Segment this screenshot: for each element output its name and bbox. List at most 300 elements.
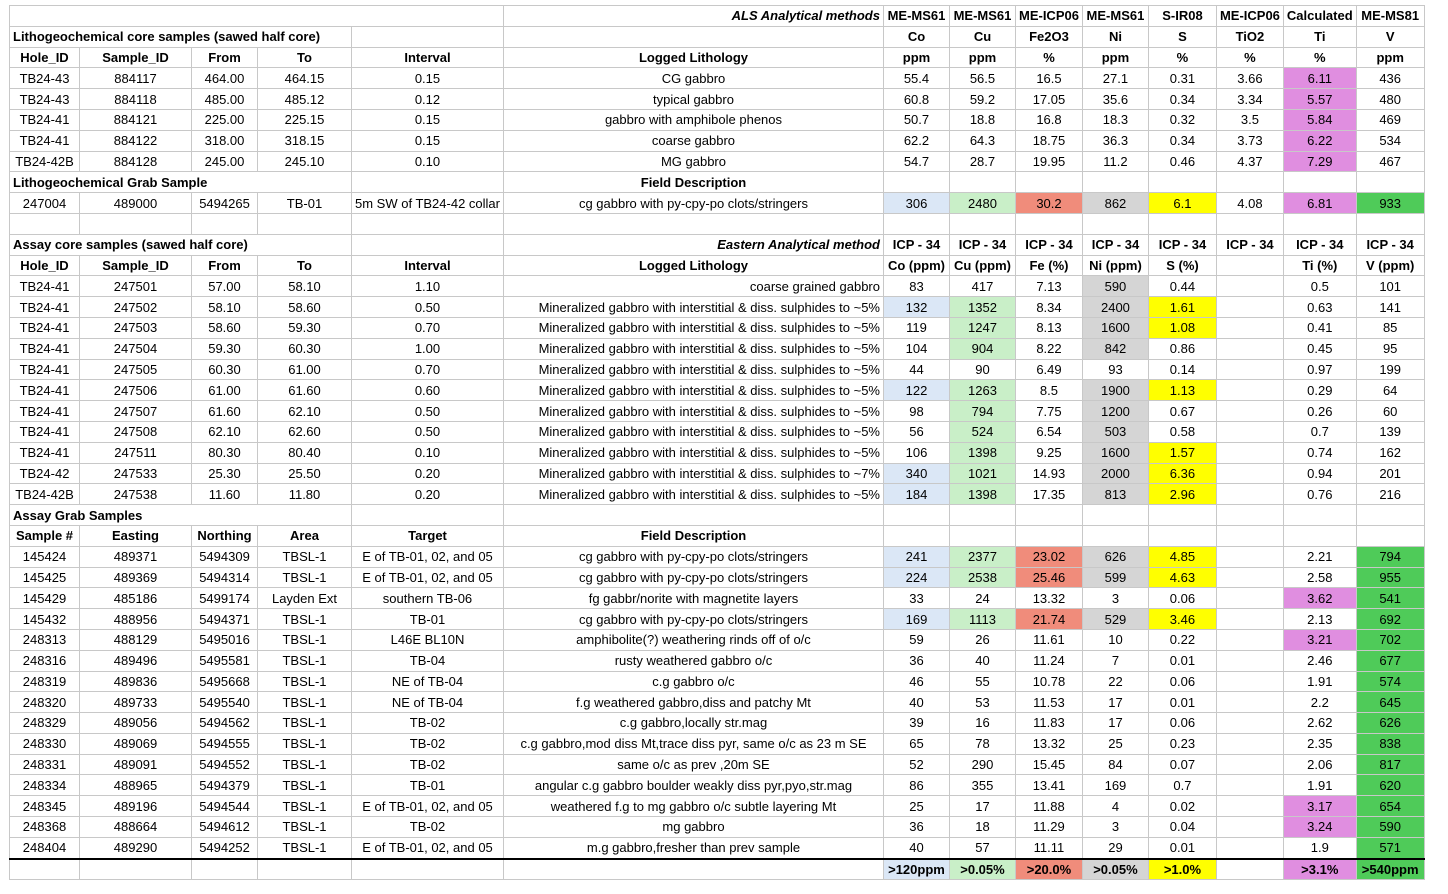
co-value-cell[interactable]: 169 [883,609,949,630]
element-header-cell[interactable]: Cu [949,26,1015,47]
data-cell[interactable]: TB24-41 [10,317,80,338]
v-value-cell[interactable]: 162 [1356,442,1424,463]
data-cell[interactable]: 58.10 [258,276,352,297]
ti-value-cell[interactable]: 0.76 [1283,484,1356,505]
data-cell[interactable]: 489290 [80,837,192,858]
ti-value-cell[interactable]: 7.29 [1283,151,1356,172]
ti-oxide-value-cell[interactable] [1216,276,1283,297]
data-cell[interactable]: Mineralized gabbro with interstitial & diss. sulphides to ~5% [503,484,883,505]
column-header[interactable]: Hole_ID [10,47,80,68]
data-cell[interactable]: 248320 [10,692,80,713]
data-cell[interactable]: 884117 [80,68,192,89]
ni-value-cell[interactable]: 1900 [1082,380,1148,401]
co-value-cell[interactable]: 106 [883,442,949,463]
unit-header-cell[interactable]: Co (ppm) [883,255,949,276]
fe-value-cell[interactable]: 16.8 [1015,109,1082,130]
data-cell[interactable]: 248316 [10,650,80,671]
data-cell[interactable]: 247504 [80,338,192,359]
data-cell[interactable]: 0.15 [352,130,504,151]
data-cell[interactable]: 0.50 [352,421,504,442]
data-cell[interactable]: 0.60 [352,380,504,401]
section-title[interactable]: Assay core samples (sawed half core) [10,234,352,255]
fe-value-cell[interactable]: 10.78 [1015,671,1082,692]
data-cell[interactable]: TB-01 [352,775,504,796]
data-cell[interactable]: 5495581 [192,650,258,671]
ti-value-cell[interactable]: 0.5 [1283,276,1356,297]
ti-oxide-value-cell[interactable]: 3.34 [1216,89,1283,110]
data-cell[interactable]: 5494265 [192,193,258,214]
ni-value-cell[interactable]: 27.1 [1082,68,1148,89]
ti-oxide-value-cell[interactable] [1216,567,1283,588]
data-cell[interactable]: 485.00 [192,89,258,110]
s-value-cell[interactable]: 0.23 [1148,733,1216,754]
data-cell[interactable]: fg gabbr/norite with magnetite layers [503,588,883,609]
data-cell[interactable]: 5495668 [192,671,258,692]
ni-value-cell[interactable]: 17 [1082,713,1148,734]
s-value-cell[interactable]: 0.7 [1148,775,1216,796]
ni-value-cell[interactable]: 22 [1082,671,1148,692]
data-cell[interactable]: TB24-42B [10,484,80,505]
ti-oxide-value-cell[interactable] [1216,733,1283,754]
blank-cell[interactable] [949,172,1015,193]
data-cell[interactable]: 884121 [80,109,192,130]
method-title[interactable]: Eastern Analytical method [503,234,883,255]
blank-cell[interactable] [1356,172,1424,193]
co-value-cell[interactable]: 119 [883,317,949,338]
v-value-cell[interactable]: 817 [1356,754,1424,775]
data-cell[interactable]: TB24-41 [10,297,80,318]
s-value-cell[interactable]: 0.34 [1148,89,1216,110]
data-cell[interactable]: 145429 [10,588,80,609]
cu-value-cell[interactable]: 24 [949,588,1015,609]
ni-value-cell[interactable]: 842 [1082,338,1148,359]
data-cell[interactable]: 5494371 [192,609,258,630]
ti-value-cell[interactable]: 5.84 [1283,109,1356,130]
data-cell[interactable]: 5494552 [192,754,258,775]
methods-title[interactable]: ALS Analytical methods [503,6,883,27]
blank-cell[interactable] [352,859,504,880]
data-cell[interactable]: 489069 [80,733,192,754]
ti-value-cell[interactable]: 2.46 [1283,650,1356,671]
ni-value-cell[interactable]: 1200 [1082,401,1148,422]
ti-oxide-value-cell[interactable] [1216,421,1283,442]
cu-value-cell[interactable]: 53 [949,692,1015,713]
ni-value-cell[interactable]: 36.3 [1082,130,1148,151]
blank-cell[interactable] [352,213,504,234]
data-cell[interactable]: same o/c as prev ,20m SE [503,754,883,775]
blank-cell[interactable] [1015,172,1082,193]
section-title[interactable]: Assay Grab Samples [10,505,352,526]
co-value-cell[interactable]: 241 [883,546,949,567]
unit-header-cell[interactable]: S (%) [1148,255,1216,276]
ti-value-cell[interactable]: 3.21 [1283,629,1356,650]
data-cell[interactable]: 248345 [10,796,80,817]
data-cell[interactable]: NE of TB-04 [352,671,504,692]
fe-value-cell[interactable]: 21.74 [1015,609,1082,630]
cu-value-cell[interactable]: 2480 [949,193,1015,214]
data-cell[interactable]: cg gabbro with py-cpy-po clots/stringers [503,567,883,588]
data-cell[interactable]: TBSL-1 [258,671,352,692]
ti-value-cell[interactable]: 3.62 [1283,588,1356,609]
ti-oxide-value-cell[interactable] [1216,338,1283,359]
data-cell[interactable]: E of TB-01, 02, and 05 [352,567,504,588]
data-cell[interactable]: 61.00 [258,359,352,380]
data-cell[interactable]: rusty weathered gabbro o/c [503,650,883,671]
blank-cell[interactable] [1216,172,1283,193]
fe-value-cell[interactable]: 11.53 [1015,692,1082,713]
s-value-cell[interactable]: 0.86 [1148,338,1216,359]
co-value-cell[interactable]: 98 [883,401,949,422]
cu-value-cell[interactable]: 1021 [949,463,1015,484]
ni-value-cell[interactable]: 3 [1082,817,1148,838]
blank-cell[interactable] [1283,525,1356,546]
co-value-cell[interactable]: 62.2 [883,130,949,151]
co-value-cell[interactable]: 50.7 [883,109,949,130]
ni-value-cell[interactable]: 11.2 [1082,151,1148,172]
v-value-cell[interactable]: 467 [1356,151,1424,172]
ti-oxide-value-cell[interactable] [1216,463,1283,484]
ti-value-cell[interactable]: 2.62 [1283,713,1356,734]
data-cell[interactable]: 60.30 [192,359,258,380]
data-cell[interactable]: 0.70 [352,359,504,380]
method-code-cell[interactable]: ICP - 34 [1216,234,1283,255]
blank-cell[interactable] [1356,213,1424,234]
ti-oxide-value-cell[interactable]: 3.73 [1216,130,1283,151]
fe-value-cell[interactable]: 25.46 [1015,567,1082,588]
data-cell[interactable]: 57.00 [192,276,258,297]
s-value-cell[interactable]: 0.32 [1148,109,1216,130]
data-cell[interactable]: TBSL-1 [258,796,352,817]
unit-header-cell[interactable] [1216,255,1283,276]
data-cell[interactable]: TB-04 [352,650,504,671]
data-cell[interactable]: 248334 [10,775,80,796]
cu-value-cell[interactable]: 17 [949,796,1015,817]
data-cell[interactable]: gabbro with amphibole phenos [503,109,883,130]
data-cell[interactable]: 489196 [80,796,192,817]
s-value-cell[interactable]: 1.57 [1148,442,1216,463]
ti-value-cell[interactable]: 3.24 [1283,817,1356,838]
v-value-cell[interactable]: 95 [1356,338,1424,359]
field-description-header[interactable]: Field Description [503,172,883,193]
method-code-cell[interactable]: ME-ICP06 [1216,6,1283,27]
fe-value-cell[interactable]: 8.13 [1015,317,1082,338]
data-cell[interactable]: E of TB-01, 02, and 05 [352,796,504,817]
blank-cell[interactable] [1216,505,1283,526]
data-cell[interactable]: Layden Ext [258,588,352,609]
cu-value-cell[interactable]: 55 [949,671,1015,692]
element-header-cell[interactable]: Ni [1082,26,1148,47]
s-value-cell[interactable]: 2.96 [1148,484,1216,505]
data-cell[interactable]: 489369 [80,567,192,588]
data-cell[interactable]: 318.00 [192,130,258,151]
v-value-cell[interactable]: 60 [1356,401,1424,422]
fe-value-cell[interactable]: 15.45 [1015,754,1082,775]
ti-value-cell[interactable]: 5.57 [1283,89,1356,110]
v-value-cell[interactable]: 692 [1356,609,1424,630]
blank-cell[interactable] [949,213,1015,234]
data-cell[interactable]: 884128 [80,151,192,172]
data-cell[interactable]: L46E BL10N [352,629,504,650]
ni-value-cell[interactable]: 862 [1082,193,1148,214]
data-cell[interactable]: weathered f.g to mg gabbro o/c subtle layering Mt [503,796,883,817]
s-value-cell[interactable]: 0.07 [1148,754,1216,775]
method-code-cell[interactable]: ME-MS61 [949,6,1015,27]
column-header[interactable]: Target [352,525,504,546]
cu-value-cell[interactable]: 1398 [949,484,1015,505]
co-value-cell[interactable]: 46 [883,671,949,692]
v-value-cell[interactable]: 199 [1356,359,1424,380]
ti-oxide-value-cell[interactable] [1216,484,1283,505]
ti-value-cell[interactable]: 1.91 [1283,671,1356,692]
s-value-cell[interactable]: 1.13 [1148,380,1216,401]
data-cell[interactable]: 58.60 [192,317,258,338]
v-value-cell[interactable]: 64 [1356,380,1424,401]
data-cell[interactable]: c.g gabbro o/c [503,671,883,692]
unit-header-cell[interactable]: ppm [1082,47,1148,68]
data-cell[interactable]: TB24-41 [10,338,80,359]
ti-value-cell[interactable]: 0.45 [1283,338,1356,359]
cu-value-cell[interactable]: 524 [949,421,1015,442]
ti-oxide-value-cell[interactable] [1216,754,1283,775]
data-cell[interactable]: 485186 [80,588,192,609]
data-cell[interactable]: TBSL-1 [258,754,352,775]
cu-value-cell[interactable]: 794 [949,401,1015,422]
co-value-cell[interactable]: 104 [883,338,949,359]
data-cell[interactable]: 464.00 [192,68,258,89]
v-value-cell[interactable]: 541 [1356,588,1424,609]
column-header[interactable]: Sample # [10,525,80,546]
unit-header-cell[interactable]: ppm [883,47,949,68]
section-title[interactable]: Lithogeochemical core samples (sawed half core) [10,26,352,47]
data-cell[interactable]: 5494562 [192,713,258,734]
v-value-cell[interactable]: 436 [1356,68,1424,89]
blank-cell[interactable] [192,213,258,234]
data-cell[interactable]: 59.30 [192,338,258,359]
data-cell[interactable]: 80.30 [192,442,258,463]
fe-value-cell[interactable]: 14.93 [1015,463,1082,484]
s-value-cell[interactable]: 1.08 [1148,317,1216,338]
data-cell[interactable]: typical gabbro [503,89,883,110]
ti-value-cell[interactable]: 2.13 [1283,609,1356,630]
ti-oxide-value-cell[interactable]: 4.08 [1216,193,1283,214]
data-cell[interactable]: 225.15 [258,109,352,130]
blank-cell[interactable] [352,505,504,526]
column-header[interactable]: Area [258,525,352,546]
element-header-cell[interactable]: Co [883,26,949,47]
v-value-cell[interactable]: 702 [1356,629,1424,650]
data-cell[interactable]: 62.10 [192,421,258,442]
s-value-cell[interactable]: 0.31 [1148,68,1216,89]
data-cell[interactable]: 58.10 [192,297,258,318]
cu-value-cell[interactable]: 2377 [949,546,1015,567]
unit-header-cell[interactable]: ppm [949,47,1015,68]
data-cell[interactable]: f.g weathered gabbro,diss and patchy Mt [503,692,883,713]
data-cell[interactable]: 488664 [80,817,192,838]
ti-value-cell[interactable]: 0.7 [1283,421,1356,442]
ti-oxide-value-cell[interactable] [1216,713,1283,734]
data-cell[interactable]: TBSL-1 [258,609,352,630]
data-cell[interactable]: 61.60 [258,380,352,401]
method-code-cell[interactable]: ME-MS61 [883,6,949,27]
cu-value-cell[interactable]: 1398 [949,442,1015,463]
threshold-cell[interactable] [1216,859,1283,880]
ni-value-cell[interactable]: 25 [1082,733,1148,754]
data-cell[interactable]: 0.50 [352,401,504,422]
data-cell[interactable]: 884118 [80,89,192,110]
data-cell[interactable]: 489000 [80,193,192,214]
s-value-cell[interactable]: 4.63 [1148,567,1216,588]
blank-cell[interactable] [503,859,883,880]
blank-cell[interactable] [80,213,192,234]
co-value-cell[interactable]: 83 [883,276,949,297]
data-cell[interactable]: 0.10 [352,151,504,172]
co-value-cell[interactable]: 340 [883,463,949,484]
method-code-cell[interactable]: ICP - 34 [1082,234,1148,255]
v-value-cell[interactable]: 590 [1356,817,1424,838]
data-cell[interactable]: 60.30 [258,338,352,359]
data-cell[interactable]: 0.15 [352,68,504,89]
element-header-cell[interactable]: TiO2 [1216,26,1283,47]
fe-value-cell[interactable]: 9.25 [1015,442,1082,463]
co-value-cell[interactable]: 60.8 [883,89,949,110]
data-cell[interactable]: 248330 [10,733,80,754]
method-code-cell[interactable]: ICP - 34 [949,234,1015,255]
blank-cell[interactable] [10,213,80,234]
co-value-cell[interactable]: 55.4 [883,68,949,89]
cu-value-cell[interactable]: 18 [949,817,1015,838]
ti-value-cell[interactable]: 1.9 [1283,837,1356,858]
data-cell[interactable]: 247533 [80,463,192,484]
column-header[interactable]: Sample_ID [80,255,192,276]
ni-value-cell[interactable]: 1600 [1082,317,1148,338]
ti-oxide-value-cell[interactable] [1216,629,1283,650]
method-code-cell[interactable]: ICP - 34 [1015,234,1082,255]
v-value-cell[interactable]: 574 [1356,671,1424,692]
data-cell[interactable]: 884122 [80,130,192,151]
v-value-cell[interactable]: 677 [1356,650,1424,671]
data-cell[interactable]: TBSL-1 [258,775,352,796]
fe-value-cell[interactable]: 8.5 [1015,380,1082,401]
data-cell[interactable]: Mineralized gabbro with interstitial & diss. sulphides to ~5% [503,338,883,359]
s-value-cell[interactable]: 0.06 [1148,713,1216,734]
data-cell[interactable]: TB24-41 [10,276,80,297]
ni-value-cell[interactable]: 626 [1082,546,1148,567]
ti-value-cell[interactable]: 0.29 [1283,380,1356,401]
ti-oxide-value-cell[interactable] [1216,671,1283,692]
s-value-cell[interactable]: 6.1 [1148,193,1216,214]
column-header[interactable]: Hole_ID [10,255,80,276]
ni-value-cell[interactable]: 29 [1082,837,1148,858]
data-cell[interactable]: 0.70 [352,317,504,338]
v-value-cell[interactable]: 620 [1356,775,1424,796]
cu-value-cell[interactable]: 28.7 [949,151,1015,172]
data-cell[interactable]: cg gabbro with py-cpy-po clots/stringers [503,193,883,214]
data-cell[interactable]: Mineralized gabbro with interstitial & diss. sulphides to ~7% [503,463,883,484]
data-cell[interactable]: 5494555 [192,733,258,754]
data-cell[interactable]: TB-01 [258,193,352,214]
cu-value-cell[interactable]: 1263 [949,380,1015,401]
data-cell[interactable]: 489733 [80,692,192,713]
data-cell[interactable]: TB24-41 [10,401,80,422]
data-cell[interactable]: 247508 [80,421,192,442]
data-cell[interactable]: Mineralized gabbro with interstitial & diss. sulphides to ~5% [503,317,883,338]
unit-header-cell[interactable]: ppm [1356,47,1424,68]
data-cell[interactable]: 248404 [10,837,80,858]
data-cell[interactable]: Mineralized gabbro with interstitial & diss. sulphides to ~5% [503,380,883,401]
blank-cell[interactable] [352,172,504,193]
data-cell[interactable]: 0.15 [352,109,504,130]
data-cell[interactable]: 247505 [80,359,192,380]
unit-header-cell[interactable]: % [1216,47,1283,68]
data-cell[interactable]: 62.60 [258,421,352,442]
data-cell[interactable]: 488129 [80,629,192,650]
ti-value-cell[interactable]: 0.74 [1283,442,1356,463]
data-cell[interactable]: 318.15 [258,130,352,151]
blank-cell[interactable] [1015,213,1082,234]
ti-value-cell[interactable]: 0.41 [1283,317,1356,338]
v-value-cell[interactable]: 469 [1356,109,1424,130]
data-cell[interactable]: TBSL-1 [258,817,352,838]
data-cell[interactable]: 248329 [10,713,80,734]
data-cell[interactable]: TB24-42 [10,463,80,484]
ti-value-cell[interactable]: 6.81 [1283,193,1356,214]
ti-value-cell[interactable]: 2.06 [1283,754,1356,775]
s-value-cell[interactable]: 0.01 [1148,692,1216,713]
data-cell[interactable]: 5499174 [192,588,258,609]
element-header-cell[interactable]: Fe2O3 [1015,26,1082,47]
data-cell[interactable]: 489836 [80,671,192,692]
ti-value-cell[interactable]: 6.22 [1283,130,1356,151]
unit-header-cell[interactable]: Cu (ppm) [949,255,1015,276]
data-cell[interactable]: coarse gabbro [503,130,883,151]
column-header[interactable]: Logged Lithology [503,47,883,68]
co-value-cell[interactable]: 132 [883,297,949,318]
unit-header-cell[interactable]: Fe (%) [1015,255,1082,276]
co-value-cell[interactable]: 52 [883,754,949,775]
blank-cell[interactable] [1148,505,1216,526]
blank-cell[interactable] [1148,172,1216,193]
cu-value-cell[interactable]: 57 [949,837,1015,858]
s-value-cell[interactable]: 0.01 [1148,837,1216,858]
data-cell[interactable]: 61.00 [192,380,258,401]
unit-header-cell[interactable]: V (ppm) [1356,255,1424,276]
data-cell[interactable]: TB-02 [352,817,504,838]
fe-value-cell[interactable]: 11.61 [1015,629,1082,650]
blank-cell[interactable] [1283,172,1356,193]
data-cell[interactable]: 5494612 [192,817,258,838]
data-cell[interactable]: Mineralized gabbro with interstitial & diss. sulphides to ~5% [503,442,883,463]
data-cell[interactable]: 489091 [80,754,192,775]
data-cell[interactable]: 245.10 [258,151,352,172]
column-header[interactable]: Logged Lithology [503,255,883,276]
blank-cell[interactable] [1082,525,1148,546]
cu-value-cell[interactable]: 56.5 [949,68,1015,89]
fe-value-cell[interactable]: 8.34 [1015,297,1082,318]
fe-value-cell[interactable]: 11.83 [1015,713,1082,734]
co-value-cell[interactable]: 59 [883,629,949,650]
data-cell[interactable]: 5494314 [192,567,258,588]
data-cell[interactable]: TB24-41 [10,442,80,463]
co-value-cell[interactable]: 36 [883,650,949,671]
data-cell[interactable]: 5495540 [192,692,258,713]
method-code-cell[interactable]: S-IR08 [1148,6,1216,27]
ni-value-cell[interactable]: 10 [1082,629,1148,650]
data-cell[interactable]: TBSL-1 [258,567,352,588]
threshold-cell[interactable]: >3.1% [1283,859,1356,880]
co-value-cell[interactable]: 40 [883,692,949,713]
v-value-cell[interactable]: 933 [1356,193,1424,214]
threshold-cell[interactable]: >20.0% [1015,859,1082,880]
